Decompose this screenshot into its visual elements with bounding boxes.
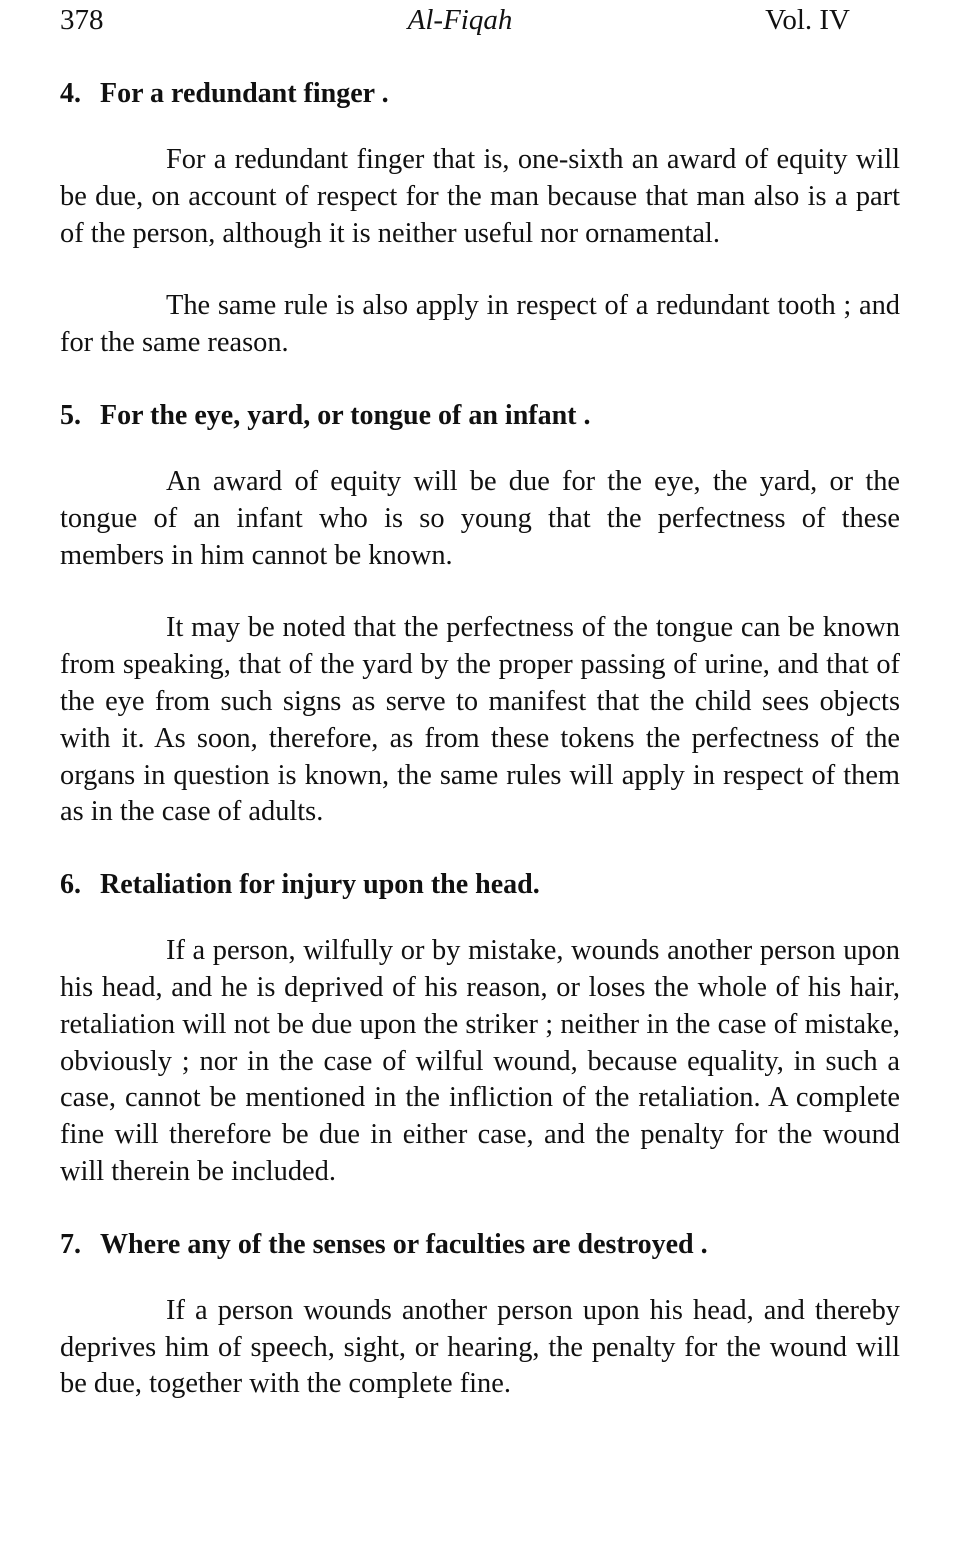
section-number: 4. (60, 78, 81, 109)
section-title: Retaliation for injury upon the head. (100, 869, 540, 901)
section-4 (60, 76, 900, 362)
paragraph: If a person wounds another person upon his head, and thereby deprives him of speech, sight, or hearing, the penalty for the wound will be due, together with the complete fine. (60, 1294, 900, 1400)
section-heading (60, 398, 900, 434)
section-7 (60, 1227, 900, 1403)
page-number: 378 (60, 4, 104, 36)
section-5 (60, 398, 900, 831)
paragraph: The same rule is also apply in respect of a redundant tooth ; and for the same reason. (60, 290, 900, 359)
running-header (60, 0, 900, 46)
section-heading (60, 1227, 900, 1263)
section-heading (60, 76, 900, 112)
section-number: 7. (60, 1228, 81, 1260)
paragraph: It may be noted that the perfectness of the tongue can be known from speaking, that of the yard by the proper passing of urine, and that of the eye from such signs as serve to manifest that the child sees objects with it. As soon, therefore, as from these tokens the perfectness of the organs in question is known, the same rules will apply in respect of them as in the case of adults. (60, 612, 900, 828)
section-number: 6. (60, 869, 81, 901)
book-title: Al-Fiqah (407, 4, 513, 36)
paragraph: For a redundant finger that is, one-sixth an award of equity will be due, on account of respect for the man because that man also is a part of the person, although it is neither useful nor ornamental. (60, 144, 900, 249)
volume-label: Vol. IV (765, 4, 850, 36)
section-title: Where any of the senses or faculties are destroyed . (100, 1228, 708, 1260)
section-title: For a redundant finger . (100, 78, 389, 109)
section-title: For the eye, yard, or tongue of an infant . (100, 399, 591, 431)
paragraph: If a person, wilfully or by mistake, wounds another person upon his head, and he is deprived of his reason, or loses the whole of his hair, retaliation will not be due upon the striker ; neither in the case of mistake, obviously ; nor in the case of wilful wound, because equality, in such a case, cannot be mentioned in the infliction of the retaliation. A complete fine will therefore be due in either case, and the penalty for the wound will therein be included. (60, 935, 900, 1187)
paragraph: An award of equity will be due for the eye, the yard, or the tongue of an infant who is so young that the perfectness of these members in him cannot be known. (60, 465, 900, 571)
section-heading (60, 867, 900, 903)
section-number: 5. (60, 399, 81, 431)
section-6 (60, 867, 900, 1191)
page (60, 0, 900, 1439)
